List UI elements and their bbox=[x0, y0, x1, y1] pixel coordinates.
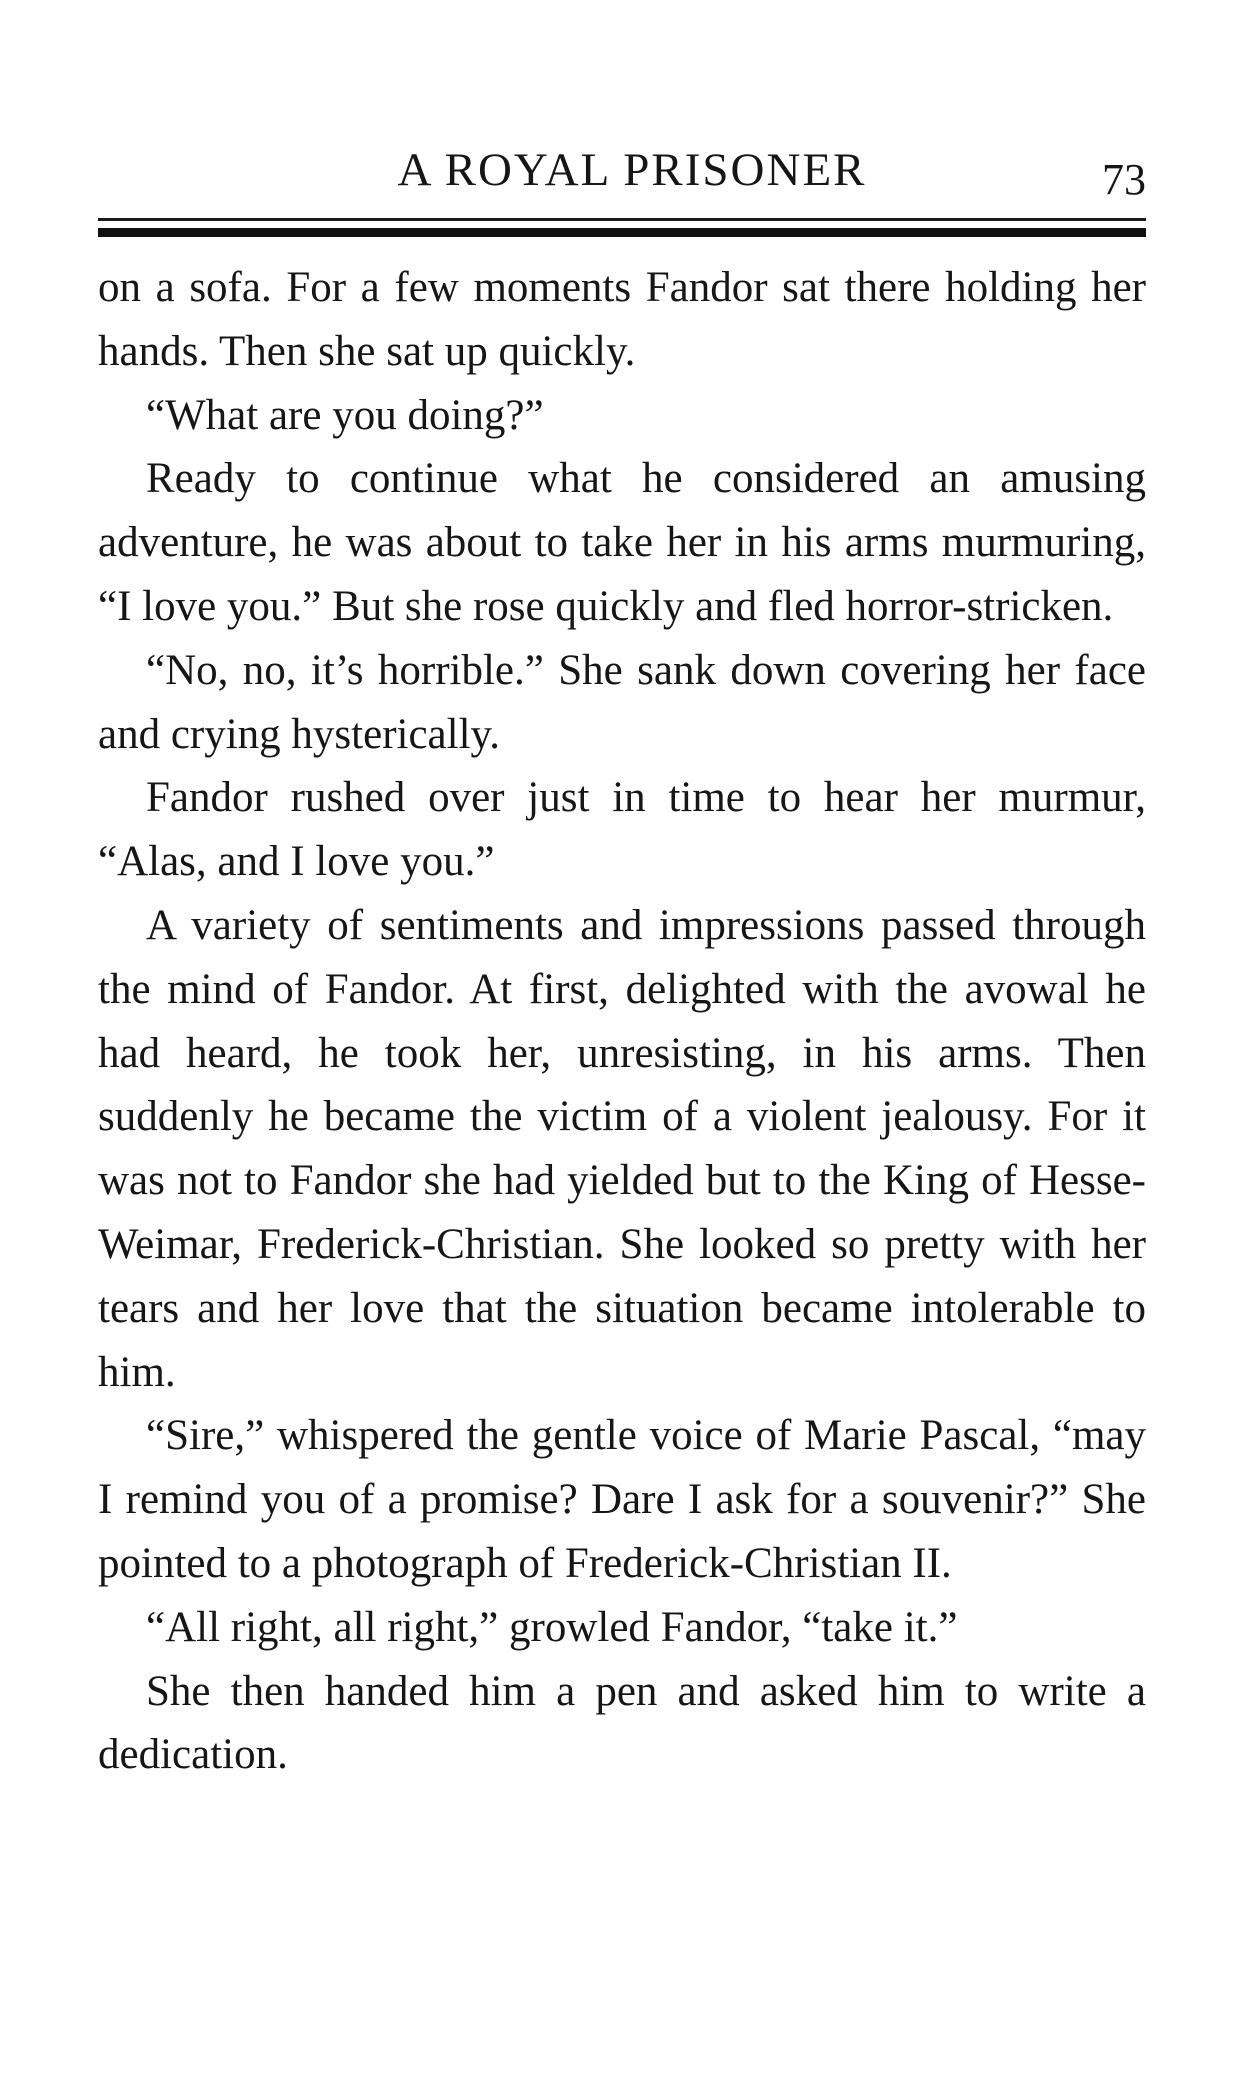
paragraph: “Sire,” whispered the gentle voice of Marie Pascal, “may I remind you of a promise? Dare I ask for a souvenir?” She pointed to a photograph of Frederick-Christian II. bbox=[98, 1412, 1146, 1587]
page-number: 73 bbox=[1102, 155, 1146, 204]
running-head bbox=[98, 142, 1146, 204]
paragraph: “All right, all right,” growled Fandor, “take it.” bbox=[146, 1603, 958, 1651]
running-title: A ROYAL PRISONER bbox=[397, 144, 867, 196]
paragraph: A variety of sentiments and impressions passed through the mind of Fandor. At first, delighted with the avowal he had heard, he took her, unresisting, in his arms. Then suddenly he became the victim of a violent jealousy. For it was not to Fandor she had yielded but to the King of Hesse-Weimar, Frederick-Christian. She looked so pretty with her tears and her love that the situation became intolerable to him. bbox=[98, 901, 1146, 1396]
paragraph: Ready to continue what he considered an amusing adventure, he was about to take her in his arms murmuring, “I love you.” But she rose quickly and fled horror-stricken. bbox=[98, 455, 1146, 630]
body-text bbox=[98, 256, 1146, 1787]
paragraph-continued: on a sofa. For a few moments Fandor sat there holding her hands. Then she sat up quickly. bbox=[98, 264, 1146, 375]
paragraph: “What are you doing?” bbox=[146, 391, 544, 439]
header-rule-thin bbox=[98, 218, 1146, 221]
header-rule-thick bbox=[98, 228, 1146, 237]
paragraph: She then handed him a pen and asked him to write a dedication. bbox=[98, 1667, 1146, 1779]
paragraph: Fandor rushed over just in time to hear her murmur, “Alas, and I love you.” bbox=[98, 774, 1146, 886]
book-page bbox=[98, 0, 1146, 2079]
paragraph: “No, no, it’s horrible.” She sank down covering her face and crying hysterically. bbox=[98, 646, 1146, 758]
